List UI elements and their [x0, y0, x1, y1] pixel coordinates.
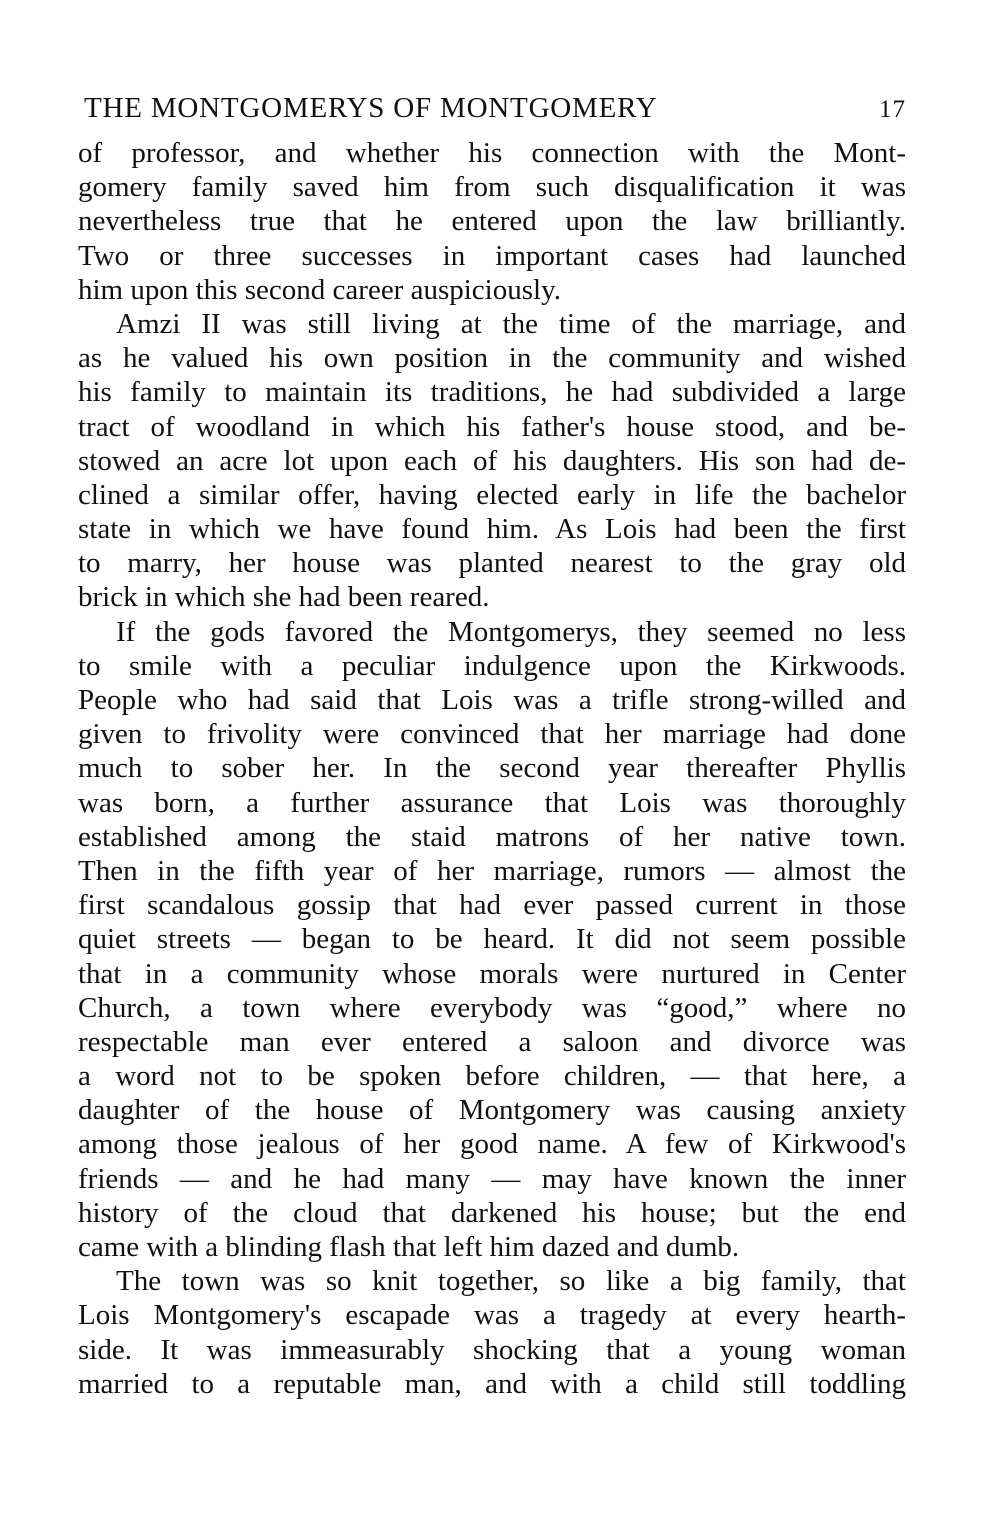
text-line: The town was so knit together, so like a big family, that: [116, 1265, 906, 1298]
text-line: clined a similar offer, having elected early in life the bachelor: [78, 478, 906, 511]
text-line: of professor, and whether his connection with the Mont-: [78, 137, 906, 169]
text-line: Then in the fifth year of her marriage, rumors — almost the: [78, 854, 906, 887]
text-line: gomery family saved him from such disqualification it was: [78, 171, 906, 204]
text-line: much to sober her. In the second year thereafter Phyllis: [78, 752, 906, 785]
book-page: [78, 86, 906, 1401]
text-line: brick in which she had been reared.: [78, 581, 490, 614]
text-line: tract of woodland in which his father's house stood, and be-: [78, 410, 906, 443]
text-line: state in which we have found him. As Lois had been the first: [78, 513, 906, 546]
text-line: given to frivolity were convinced that her marriage had done: [78, 718, 906, 751]
text-line: his family to maintain its traditions, he had subdivided a large: [78, 376, 906, 409]
text-line: as he valued his own position in the community and wished: [78, 342, 906, 375]
text-line: established among the staid matrons of her native town.: [78, 820, 906, 853]
text-line: quiet streets — began to be heard. It did not seem possible: [78, 923, 906, 956]
text-line: Church, a town where everybody was “good,” where no: [78, 991, 906, 1024]
text-line: nevertheless true that he entered upon the law brilliantly.: [78, 205, 906, 238]
text-line: People who had said that Lois was a trifle strong-willed and: [78, 684, 906, 716]
text-line: Lois Montgomery's escapade was a tragedy at every hearth-: [78, 1299, 906, 1332]
text-line: that in a community whose morals were nurtured in Center: [78, 957, 906, 990]
running-head: [84, 86, 906, 132]
text-line: respectable man ever entered a saloon and divorce was: [78, 1025, 906, 1058]
text-line: to smile with a peculiar indulgence upon the Kirkwoods.: [78, 649, 906, 682]
text-line: history of the cloud that darkened his house; but the end: [78, 1196, 906, 1229]
text-line: first scandalous gossip that had ever passed current in those: [78, 889, 906, 922]
text-line: If the gods favored the Montgomerys, they seemed no less: [116, 615, 906, 648]
text-line: a word not to be spoken before children, — that here, a: [78, 1060, 906, 1093]
text-line: side. It was immeasurably shocking that a young woman: [78, 1333, 906, 1366]
text-line: daughter of the house of Montgomery was causing anxiety: [78, 1094, 906, 1127]
text-line: came with a blinding flash that left him dazed and dumb.: [78, 1231, 740, 1263]
text-line: was born, a further assurance that Lois was thoroughly: [78, 786, 906, 819]
body-text: [78, 136, 906, 1401]
text-line: Amzi II was still living at the time of the marriage, and: [116, 307, 906, 340]
text-line: among those jealous of her good name. A few of Kirkwood's: [78, 1128, 906, 1161]
text-line: friends — and he had many — may have known the inner: [78, 1162, 906, 1195]
text-line: Two or three successes in important cases had launched: [78, 239, 906, 272]
running-head-title: THE MONTGOMERYS OF MONTGOMERY: [84, 92, 658, 124]
text-line: married to a reputable man, and with a child still toddling: [78, 1367, 906, 1400]
text-line: stowed an acre lot upon each of his daughters. His son had de-: [78, 444, 906, 477]
text-line: him upon this second career auspiciously.: [78, 273, 561, 306]
page-number: 17: [879, 96, 906, 123]
text-line: to marry, her house was planted nearest to the gray old: [78, 547, 906, 580]
